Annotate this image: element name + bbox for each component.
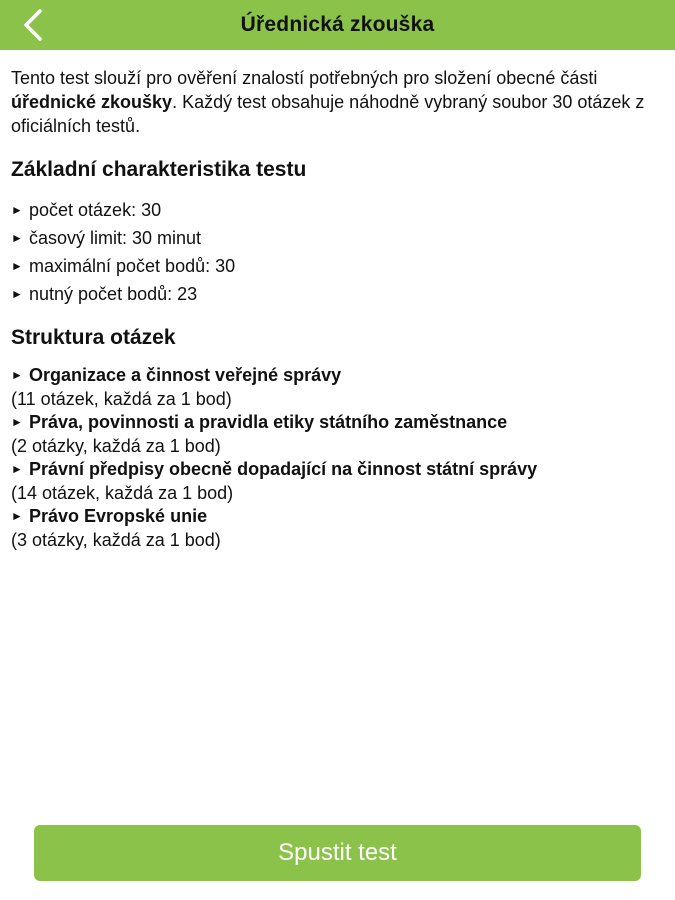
bullet-arrow-icon: ► [11, 509, 23, 523]
structure-item-note: (3 otázky, každá za 1 bod) [11, 529, 221, 550]
bullet-arrow-icon: ► [11, 203, 23, 217]
bullet-arrow-icon: ► [11, 462, 23, 476]
start-test-button[interactable]: Spustit test [34, 825, 641, 881]
structure-item-note: (14 otázek, každá za 1 bod) [11, 482, 234, 503]
intro-text [11, 66, 661, 138]
bullet-arrow-icon: ► [11, 368, 23, 382]
bullet-arrow-icon: ► [11, 287, 23, 301]
characteristics-list [11, 196, 661, 308]
intro-text-part2: . Každý test obsahuje náhodně vybraný soubor 30 otázek z oficiálních testů. [11, 92, 645, 136]
structure-item-name: Organizace a činnost veřejné správy [29, 365, 342, 385]
list-item [11, 458, 661, 505]
content-area [11, 66, 661, 552]
structure-item-note: (11 otázek, každá za 1 bod) [11, 388, 232, 409]
intro-text-part1: Tento test slouží pro ověření znalostí potřebných pro složení obecné části [11, 68, 598, 88]
list-item [11, 196, 661, 224]
structure-item-name: Právní předpisy obecně dopadající na činnost státní správy [29, 459, 538, 479]
list-item [11, 364, 661, 411]
bullet-arrow-icon: ► [11, 259, 23, 273]
list-item [11, 252, 661, 280]
back-button[interactable] [14, 6, 52, 44]
list-item [11, 411, 661, 458]
page-title: Úřednická zkouška [240, 13, 435, 36]
structure-item-name: Právo Evropské unie [29, 506, 208, 526]
structure-list [11, 364, 661, 552]
structure-title: Struktura otázek [11, 326, 176, 349]
chevron-left-icon [22, 8, 44, 42]
bullet-arrow-icon: ► [11, 231, 23, 245]
list-item-label: nutný počet bodů: 23 [29, 284, 198, 304]
list-item-label: počet otázek: 30 [29, 200, 162, 220]
list-item [11, 505, 661, 552]
structure-item-note: (2 otázky, každá za 1 bod) [11, 435, 221, 456]
list-item-label: maximální počet bodů: 30 [29, 256, 236, 276]
list-item-label: časový limit: 30 minut [29, 228, 202, 248]
list-item [11, 224, 661, 252]
structure-item-name: Práva, povinnosti a pravidla etiky státního zaměstnance [29, 412, 508, 432]
app-header [0, 0, 675, 50]
characteristics-title: Základní charakteristika testu [11, 158, 307, 181]
list-item [11, 280, 661, 308]
intro-text-bold: úřednické zkoušky [11, 92, 173, 112]
bullet-arrow-icon: ► [11, 415, 23, 429]
